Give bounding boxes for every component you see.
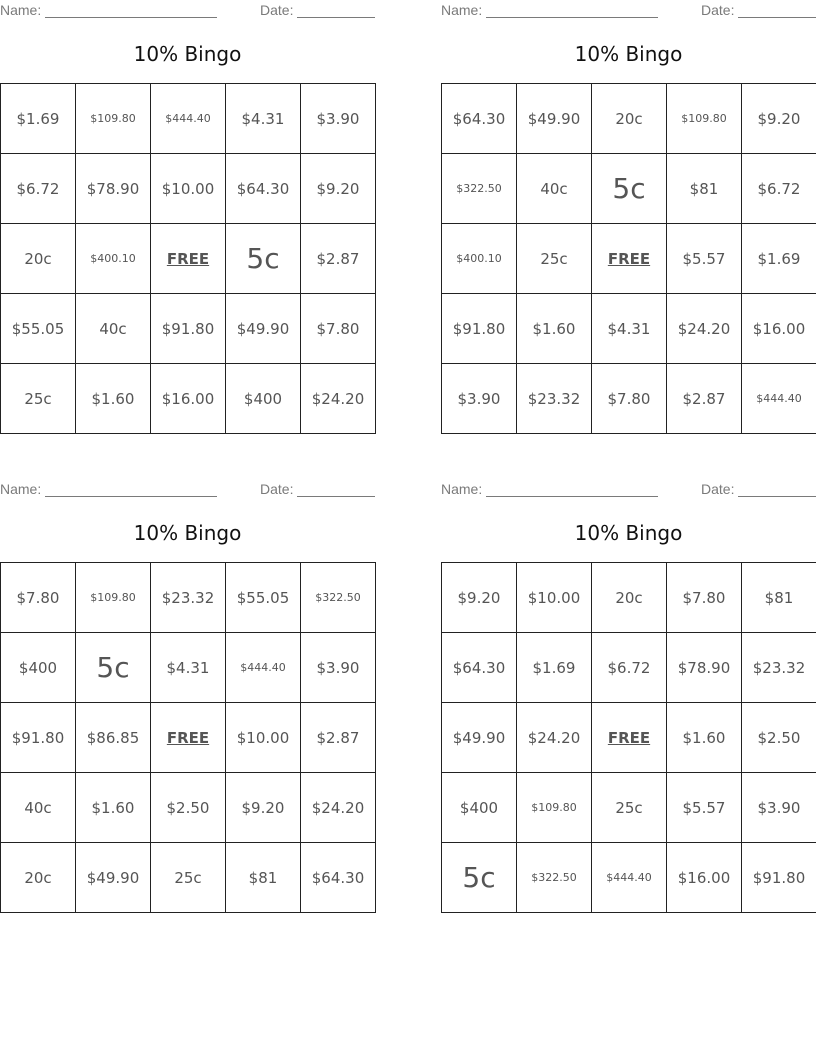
- bingo-cell: $16.00: [742, 294, 816, 364]
- bingo-cell: $3.90: [742, 773, 816, 843]
- bingo-grid: [441, 562, 816, 913]
- bingo-cell: 40c: [517, 154, 592, 224]
- bingo-cell: 40c: [1, 773, 76, 843]
- bingo-cell: $109.80: [517, 773, 592, 843]
- bingo-cell: $400.10: [442, 224, 517, 294]
- card-title: 10% Bingo: [133, 42, 242, 66]
- bingo-cell: $6.72: [592, 633, 667, 703]
- free-space-cell: FREE: [151, 703, 226, 773]
- bingo-cell: $9.20: [742, 84, 816, 154]
- bingo-cell: $444.40: [742, 364, 816, 434]
- date-label: Date:: [701, 481, 735, 497]
- bingo-cell: $78.90: [76, 154, 151, 224]
- bingo-cell: $3.90: [301, 633, 376, 703]
- bingo-cell: $91.80: [151, 294, 226, 364]
- bingo-cell: $49.90: [76, 843, 151, 913]
- bingo-cell: 5c: [592, 154, 667, 224]
- bingo-cell: $9.20: [442, 563, 517, 633]
- bingo-cell: $2.87: [301, 224, 376, 294]
- bingo-cell: $1.60: [76, 364, 151, 434]
- bingo-cell: $9.20: [226, 773, 301, 843]
- bingo-cell: $7.80: [592, 364, 667, 434]
- bingo-cell: $24.20: [667, 294, 742, 364]
- date-blank-line: [738, 17, 816, 18]
- bingo-cell: $91.80: [1, 703, 76, 773]
- bingo-cell: $23.32: [742, 633, 816, 703]
- date-label: Date:: [701, 2, 735, 18]
- card-title: 10% Bingo: [133, 521, 242, 545]
- bingo-cell: $400: [442, 773, 517, 843]
- bingo-cell: $78.90: [667, 633, 742, 703]
- bingo-cell: $24.20: [301, 773, 376, 843]
- bingo-cell: $81: [226, 843, 301, 913]
- bingo-card-3: [0, 479, 375, 919]
- bingo-cell: 20c: [1, 843, 76, 913]
- bingo-row: [442, 843, 816, 913]
- bingo-cell: $23.32: [517, 364, 592, 434]
- bingo-cell: $49.90: [517, 84, 592, 154]
- date-label: Date:: [260, 481, 294, 497]
- bingo-cell: $24.20: [301, 364, 376, 434]
- bingo-cell: 25c: [592, 773, 667, 843]
- bingo-cell: $81: [742, 563, 816, 633]
- bingo-cell: $400.10: [76, 224, 151, 294]
- bingo-cell: $109.80: [667, 84, 742, 154]
- bingo-cell: $1.69: [742, 224, 816, 294]
- bingo-cell: $7.80: [667, 563, 742, 633]
- bingo-row: [1, 563, 376, 633]
- bingo-cell: $5.57: [667, 224, 742, 294]
- bingo-cell: $23.32: [151, 563, 226, 633]
- bingo-row: [1, 364, 376, 434]
- bingo-cell: $55.05: [1, 294, 76, 364]
- name-blank-line: [486, 496, 658, 497]
- bingo-cell: 5c: [226, 224, 301, 294]
- bingo-cell: 25c: [151, 843, 226, 913]
- bingo-cell: $5.57: [667, 773, 742, 843]
- date-blank-line: [738, 496, 816, 497]
- bingo-cell: 20c: [1, 224, 76, 294]
- bingo-cell: $6.72: [1, 154, 76, 224]
- bingo-cell: $86.85: [76, 703, 151, 773]
- date-label: Date:: [260, 2, 294, 18]
- card-header: [441, 2, 816, 20]
- bingo-cell: $1.60: [517, 294, 592, 364]
- bingo-cell: 20c: [592, 84, 667, 154]
- bingo-cell: $64.30: [442, 84, 517, 154]
- bingo-cell: 5c: [76, 633, 151, 703]
- name-label: Name:: [0, 481, 42, 497]
- bingo-cell: $64.30: [301, 843, 376, 913]
- bingo-row: [1, 773, 376, 843]
- bingo-cell: $81: [667, 154, 742, 224]
- bingo-row: [1, 633, 376, 703]
- bingo-row: [442, 703, 816, 773]
- bingo-cell: $91.80: [442, 294, 517, 364]
- bingo-cell: $322.50: [517, 843, 592, 913]
- bingo-cell: $16.00: [667, 843, 742, 913]
- bingo-cell: 20c: [592, 563, 667, 633]
- bingo-cell: $2.50: [151, 773, 226, 843]
- name-label: Name:: [441, 481, 483, 497]
- bingo-cell: $16.00: [151, 364, 226, 434]
- bingo-cell: $24.20: [517, 703, 592, 773]
- bingo-card-2: [441, 0, 816, 440]
- bingo-cell: 25c: [517, 224, 592, 294]
- bingo-row: [442, 633, 816, 703]
- name-blank-line: [45, 496, 217, 497]
- bingo-cell: $444.40: [151, 84, 226, 154]
- name-label: Name:: [441, 2, 483, 18]
- bingo-cell: $10.00: [517, 563, 592, 633]
- bingo-cell: 40c: [76, 294, 151, 364]
- bingo-row: [442, 154, 816, 224]
- bingo-cell: $109.80: [76, 84, 151, 154]
- bingo-cell: $49.90: [442, 703, 517, 773]
- date-blank-line: [297, 17, 375, 18]
- bingo-cell: 5c: [442, 843, 517, 913]
- bingo-cell: $322.50: [442, 154, 517, 224]
- bingo-cell: $1.69: [517, 633, 592, 703]
- bingo-cell: $2.87: [301, 703, 376, 773]
- bingo-grid: [0, 83, 376, 434]
- bingo-cell: $444.40: [226, 633, 301, 703]
- card-title: 10% Bingo: [574, 521, 683, 545]
- bingo-cell: $109.80: [76, 563, 151, 633]
- bingo-row: [1, 224, 376, 294]
- bingo-cell: $64.30: [442, 633, 517, 703]
- bingo-cell: $1.69: [1, 84, 76, 154]
- bingo-row: [1, 703, 376, 773]
- bingo-cell: $7.80: [301, 294, 376, 364]
- bingo-row: [1, 154, 376, 224]
- card-header: [441, 481, 816, 499]
- bingo-row: [442, 224, 816, 294]
- bingo-cell: $4.31: [151, 633, 226, 703]
- date-blank-line: [297, 496, 375, 497]
- bingo-cell: $9.20: [301, 154, 376, 224]
- bingo-cell: $91.80: [742, 843, 816, 913]
- bingo-grid: [0, 562, 376, 913]
- bingo-cell: $2.87: [667, 364, 742, 434]
- bingo-row: [442, 563, 816, 633]
- bingo-row: [1, 843, 376, 913]
- card-title: 10% Bingo: [574, 42, 683, 66]
- bingo-cell: $7.80: [1, 563, 76, 633]
- bingo-row: [1, 294, 376, 364]
- bingo-cell: $1.60: [667, 703, 742, 773]
- bingo-row: [1, 84, 376, 154]
- bingo-row: [442, 294, 816, 364]
- bingo-row: [442, 773, 816, 843]
- bingo-cell: $6.72: [742, 154, 816, 224]
- card-header: [0, 2, 375, 20]
- bingo-cell: $10.00: [151, 154, 226, 224]
- bingo-cell: $322.50: [301, 563, 376, 633]
- bingo-cell: $49.90: [226, 294, 301, 364]
- bingo-cell: $444.40: [592, 843, 667, 913]
- bingo-cell: $3.90: [301, 84, 376, 154]
- card-header: [0, 481, 375, 499]
- bingo-grid: [441, 83, 816, 434]
- bingo-cell: $4.31: [226, 84, 301, 154]
- bingo-cell: $64.30: [226, 154, 301, 224]
- free-space-cell: FREE: [592, 703, 667, 773]
- bingo-cell: $1.60: [76, 773, 151, 843]
- bingo-cell: $2.50: [742, 703, 816, 773]
- bingo-cell: $4.31: [592, 294, 667, 364]
- bingo-cell: 25c: [1, 364, 76, 434]
- bingo-row: [442, 84, 816, 154]
- bingo-card-1: [0, 0, 375, 440]
- free-space-cell: FREE: [592, 224, 667, 294]
- bingo-cell: $400: [1, 633, 76, 703]
- bingo-cell: $55.05: [226, 563, 301, 633]
- name-blank-line: [486, 17, 658, 18]
- name-label: Name:: [0, 2, 42, 18]
- bingo-cell: $10.00: [226, 703, 301, 773]
- name-blank-line: [45, 17, 217, 18]
- bingo-row: [442, 364, 816, 434]
- bingo-card-4: [441, 479, 816, 919]
- bingo-cell: $400: [226, 364, 301, 434]
- free-space-cell: FREE: [151, 224, 226, 294]
- bingo-cell: $3.90: [442, 364, 517, 434]
